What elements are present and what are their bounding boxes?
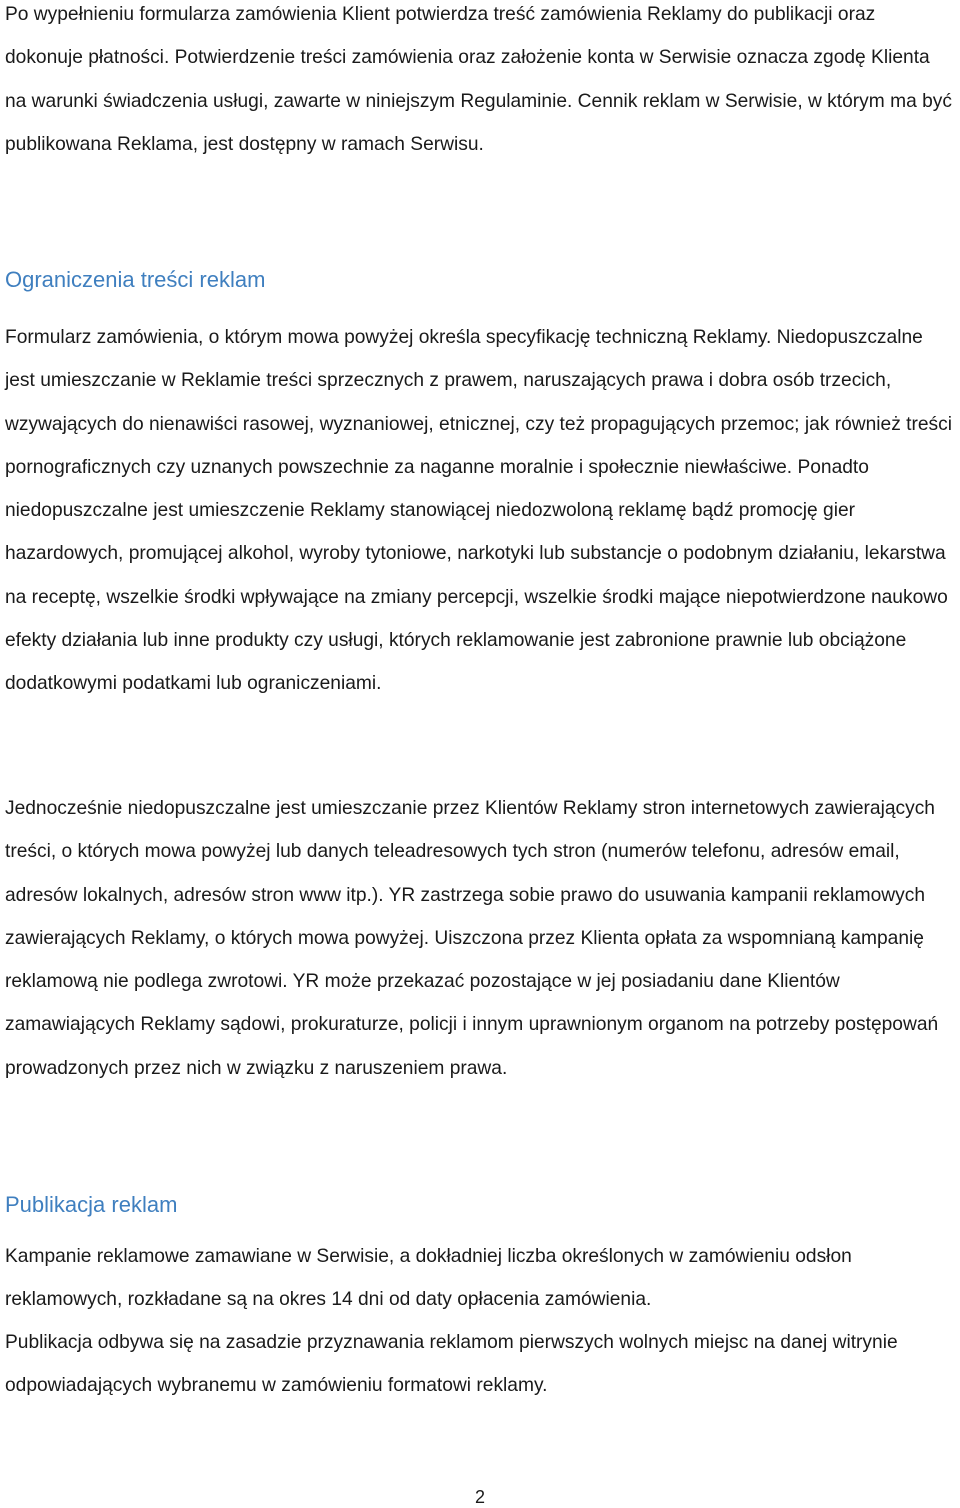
intro-paragraph: Po wypełnieniu formularza zamówienia Klient potwierdza treść zamówienia Reklamy do publikacji oraz dokonuje płatności. Potwierdzenie treści zamówienia oraz założenie konta w Serwisie oznacza zgodę Klienta na warunki świadczenia usługi, zawarte w niniejszym Regulaminie. Cennik reklam w Serwisie, w którym ma być publikowana Reklama, jest dostępny w ramach Serwisu. <box>5 4 952 155</box>
restrictions-paragraph-2: Jednocześnie niedopuszczalne jest umieszczanie przez Klientów Reklamy stron internetowych zawierających treści, o których mowa powyżej lub danych teleadresowych tych stron (numerów telefonu, adresów email, adresów lokalnych, adresów stron www itp.). YR zastrzega sobie prawo do usuwania kampanii reklamowych zawierających Reklamy, o których mowa powyżej. Uiszczona przez Klienta opłata za wspomnianą kampanię reklamową nie podlega zwrotowi. YR może przekazać pozostające w jej posiadaniu dane Klientów zamawiających Reklamy sądowi, prokuraturze, policji i innym uprawnionym organom na potrzeby postępowań prowadzonych przez nich w związku z naruszeniem prawa. <box>5 798 939 1079</box>
section-heading-ad-publication: Publikacja reklam <box>5 1192 178 1217</box>
section-heading-content-restrictions: Ograniczenia treści reklam <box>5 267 266 292</box>
restrictions-paragraph-1: Formularz zamówienia, o którym mowa powyżej określa specyfikację techniczną Reklamy. Niedopuszczalne jest umieszczanie w Reklamie treści sprzecznych z prawem, naruszających prawa i dobra osób trzecich, wzywających do nienawiści rasowej, wyznaniowej, etnicznej, czy też propagujących przemoc; jak również treści pornograficznych czy uznanych powszechnie za naganne moralnie i społecznie niewłaściwe. Ponadto niedopuszczalne jest umieszczenie Reklamy stanowiącej niedozwoloną reklamę bądź promocję gier hazardowych, promującej alkohol, wyroby tytoniowe, narkotyki lub substancje o podobnym działaniu, lekarstwa na receptę, wszelkie środki wpływające na zmiany percepcji, wszelkie środki mające niepotwierdzone naukowo efekty działania lub inne produkty czy usługi, których reklamowanie jest zabronione prawnie lub obciążone dodatkowymi podatkami lub ograniczeniami. <box>5 327 952 695</box>
page-number: 2 <box>474 1487 485 1507</box>
publication-paragraph-1: Kampanie reklamowe zamawiane w Serwisie, a dokładniej liczba określonych w zamówieniu odsłon reklamowych, rozkładane są na okres 14 dni od daty opłacenia zamówienia. <box>5 1246 852 1311</box>
publication-paragraph-2: Publikacja odbywa się na zasadzie przyznawania reklamom pierwszych wolnych miejsc na danej witrynie odpowiadających wybranemu w zamówieniu formatowi reklamy. <box>5 1332 898 1397</box>
